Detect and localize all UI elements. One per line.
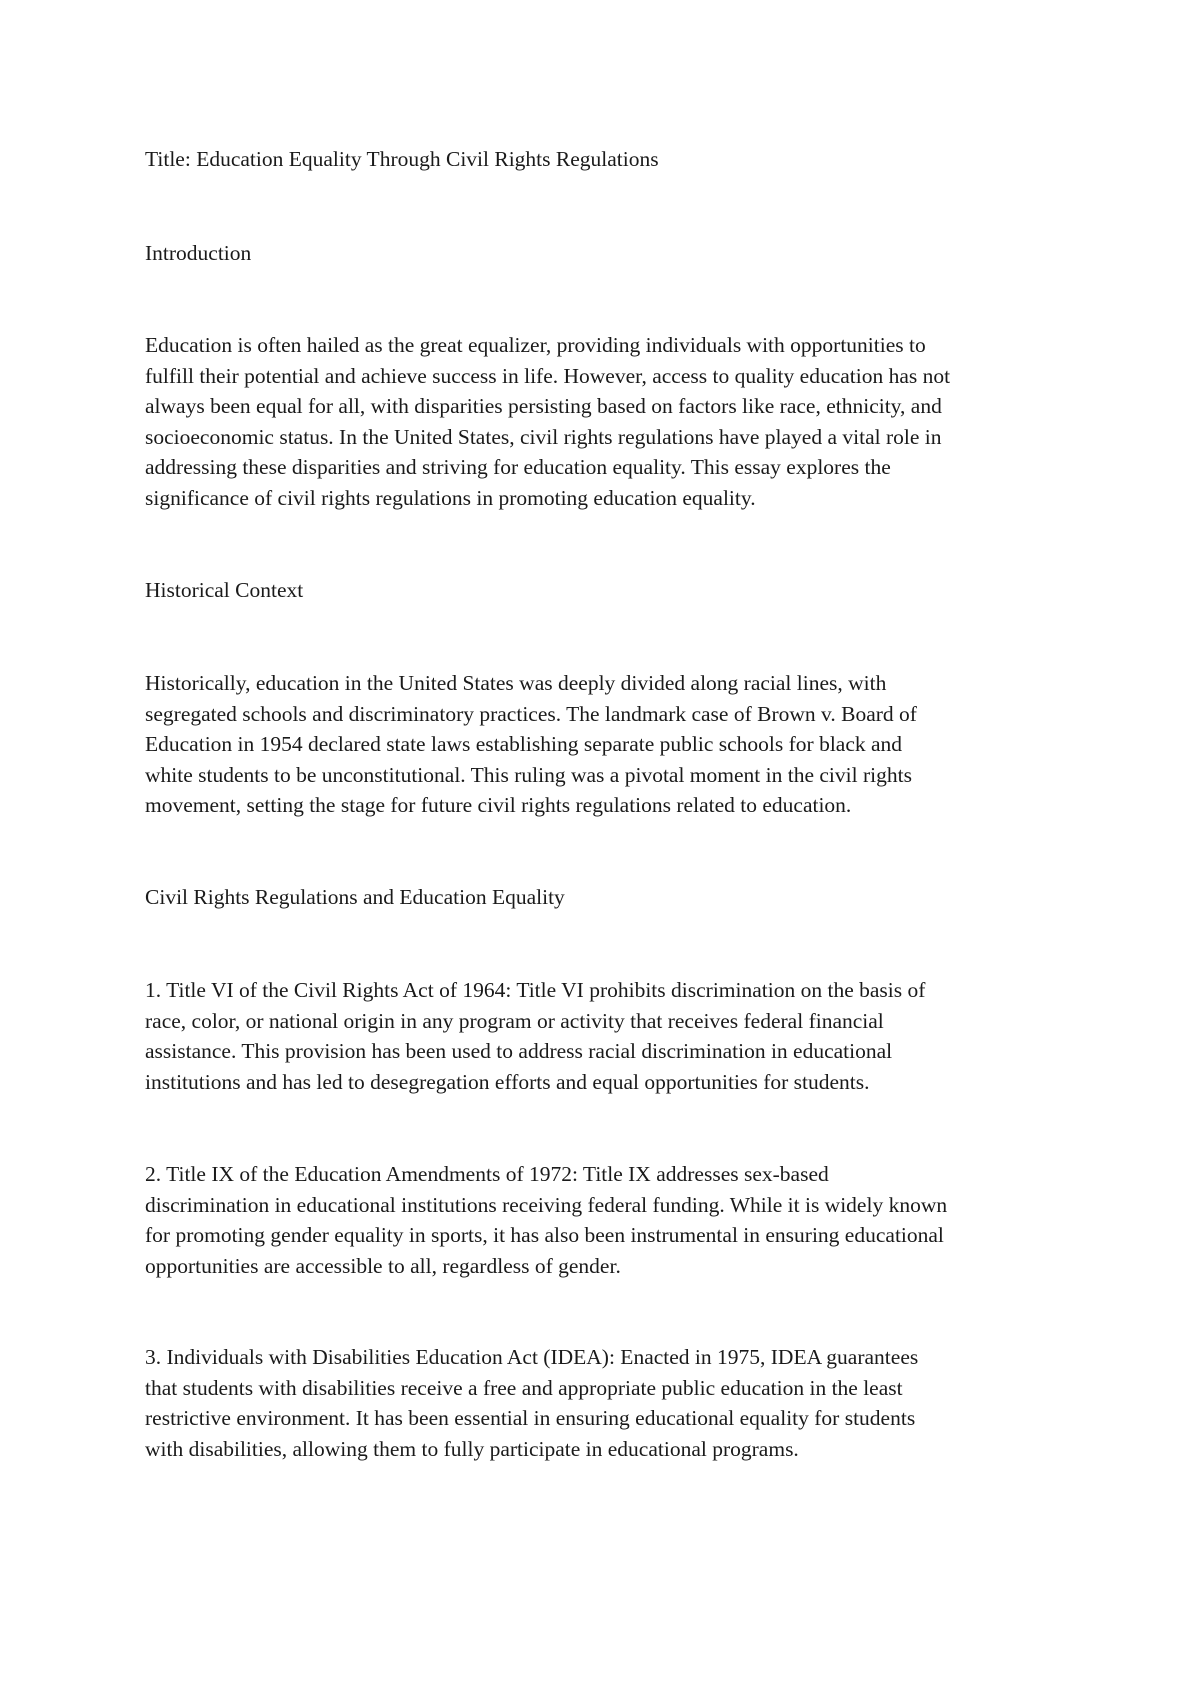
paragraph-line: 2. Title IX of the Education Amendments of 1972: Title IX addresses sex-based: [145, 1162, 829, 1186]
paragraph-line: restrictive environment. It has been essential in ensuring educational equality for students: [145, 1406, 916, 1430]
section-heading-civil-rights-regulations: Civil Rights Regulations and Education Equality: [145, 885, 565, 909]
title-ix-paragraph: [145, 1159, 1075, 1281]
paragraph-line: with disabilities, allowing them to fully participate in educational programs.: [145, 1436, 799, 1461]
paragraph-line: assistance. This provision has been used to address racial discrimination in educational: [145, 1039, 893, 1063]
introduction-paragraph: [145, 330, 1075, 513]
paragraph-line: white students to be unconstitutional. This ruling was a pivotal moment in the civil rights: [145, 762, 912, 787]
paragraph-line: significance of civil rights regulations in promoting education equality.: [145, 485, 756, 510]
paragraph-line: discrimination in educational institutions receiving federal funding. While it is widely known: [145, 1192, 948, 1217]
section-heading-historical-context: Historical Context: [145, 578, 304, 602]
paragraph-line: movement, setting the stage for future civil rights regulations related to education.: [145, 793, 852, 817]
title-vi-paragraph: [145, 975, 1075, 1097]
paragraph-line: 3. Individuals with Disabilities Education Act (IDEA): Enacted in 1975, IDEA guarantees: [145, 1345, 919, 1369]
paragraph-line: institutions and has led to desegregation efforts and equal opportunities for students.: [145, 1069, 870, 1094]
historical-context-paragraph: [145, 668, 1075, 821]
paragraph-line: Education in 1954 declared state laws establishing separate public schools for black and: [145, 732, 903, 756]
paragraph-line: opportunities are accessible to all, regardless of gender.: [145, 1253, 621, 1278]
paragraph-line: fulfill their potential and achieve success in life. However, access to quality education has not: [145, 363, 951, 388]
document-title: Title: Education Equality Through Civil Rights Regulations: [145, 147, 659, 171]
paragraph-line: that students with disabilities receive a free and appropriate public education in the least: [145, 1375, 903, 1400]
paragraph-line: race, color, or national origin in any program or activity that receives federal financial: [145, 1008, 884, 1033]
paragraph-line: socioeconomic status. In the United States, civil rights regulations have played a vital role in: [145, 424, 942, 449]
paragraph-line: addressing these disparities and striving for education equality. This essay explores the: [145, 455, 891, 479]
paragraph-line: always been equal for all, with disparities persisting based on factors like race, ethnicity, and: [145, 394, 942, 418]
paragraph-line: Historically, education in the United States was deeply divided along racial lines, with: [145, 671, 887, 695]
paragraph-line: for promoting gender equality in sports, it has also been instrumental in ensuring educational: [145, 1223, 944, 1247]
paragraph-line: 1. Title VI of the Civil Rights Act of 1964: Title VI prohibits discrimination on the basis of: [145, 978, 926, 1002]
idea-paragraph: [145, 1342, 1075, 1464]
paragraph-line: Education is often hailed as the great equalizer, providing individuals with opportunities to: [145, 333, 926, 357]
paragraph-line: segregated schools and discriminatory practices. The landmark case of Brown v. Board of: [145, 701, 917, 726]
section-heading-introduction: Introduction: [145, 241, 252, 265]
